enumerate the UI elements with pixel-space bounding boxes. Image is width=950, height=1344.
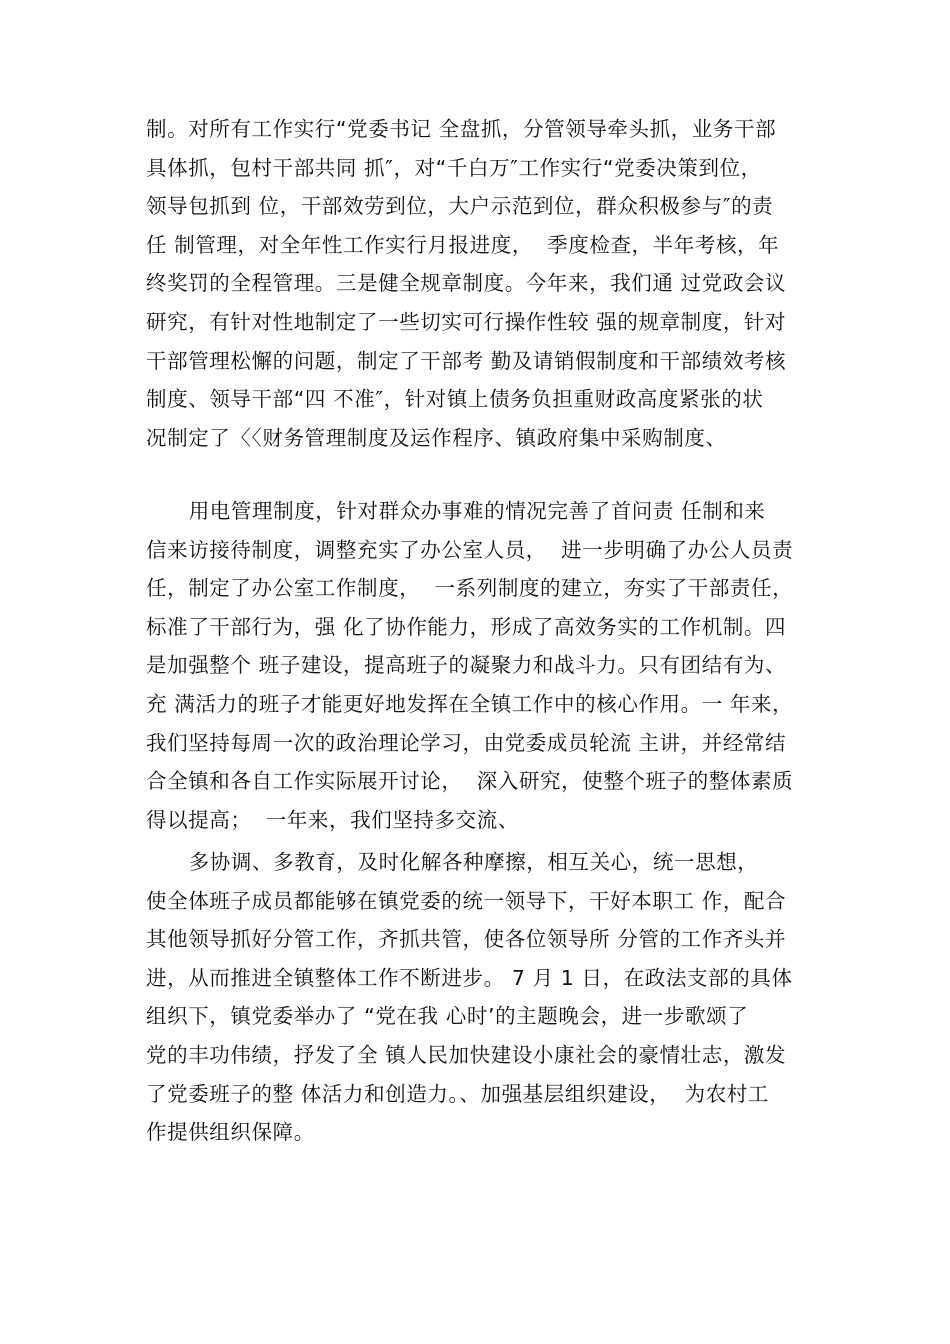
paragraph-1 xyxy=(146,110,836,457)
text-line: 具体抓，包村干部共同 抓″，对“千白万″工作实行“党委决策到位， xyxy=(146,155,762,180)
text-line: 领导包抓到 位，干部效劳到位，大户示范到位，群众积极参与″的责 xyxy=(146,194,774,219)
text-line: 我们坚持每周一次的政治理论学习，由党委成员轮流 主讲，并经常结 xyxy=(146,730,787,755)
text-line: 作提供组织保障。 xyxy=(146,1120,315,1145)
text-line: 了党委班子的整 体活力和创造力。、加强基层组织建设， 为农村工 xyxy=(146,1081,769,1106)
text-line: 多协调、多教育，及时化解各种摩擦，相互关心，统一思想， xyxy=(146,850,759,874)
text-line: 得以提高； 一年来，我们坚持多交流、 xyxy=(146,807,519,832)
text-line: 党的丰功伟绩，抒发了全 镇人民加快建设小康社会的豪情壮志，激发 xyxy=(146,1042,787,1067)
text-line: 标准了干部行为，强 化了协作能力，形成了高效务实的工作机制。四 xyxy=(146,614,787,639)
text-line: 信来访接待制度，调整充实了办公室人员， 进一步明确了办公人员责 xyxy=(146,537,794,562)
text-line: 干部管理松懈的问题，制定了干部考 勤及请销假制度和干部绩效考核 xyxy=(146,348,787,373)
text-line: 合全镇和各自工作实际展开讨论， 深入研究，使整个班子的整体素质 xyxy=(146,769,794,794)
text-line: 研究，有针对性地制定了一些切实可行操作性较 强的规章制度，针对 xyxy=(146,309,787,334)
text-line: 制度、领导干部“四 不准″，针对镇上债务负担重财政高度紧张的状 xyxy=(146,387,764,412)
text-line: 充 满活力的班子才能更好地发挥在全镇工作中的核心作用。一 年来， xyxy=(146,691,794,716)
text-line: 任，制定了办公室工作制度， 一系列制度的建立，夯实了干部责任， xyxy=(146,576,794,601)
text-line: 用电管理制度，针对群众办事难的情况完善了首问责 任制和来 xyxy=(146,499,766,523)
text-line: 终奖罚的全程管理。三是健全规章制度。今年来，我们通 过党政会议 xyxy=(146,271,787,296)
text-line: 进，从而推进全镇整体工作不断进步。 7 月 1 日，在政法支部的具体 xyxy=(146,965,793,990)
text-line: 任 制管理，对全年性工作实行月报进度， 季度检查，半年考核，年 xyxy=(146,232,780,257)
text-line: 其他领导抓好分管工作，齐抓共管，使各位领导所 分管的工作齐头并 xyxy=(146,927,787,952)
text-line: 是加强整个 班子建设，提高班子的凝聚力和战斗力。只有团结有为、 xyxy=(146,653,787,678)
paragraph-3 xyxy=(146,843,836,1152)
text-line: 况制定了〈〈财务管理制度及运作程序、镇政府集中采购制度、 xyxy=(146,425,727,450)
paragraph-2 xyxy=(146,492,836,839)
text-line: 组织下，镇党委举办了 “党在我 心时’的主题晚会，进一步歌颂了 xyxy=(146,1004,749,1029)
text-line: 制。对所有工作实行“党委书记 全盘抓，分管领导牵头抓，业务干部 xyxy=(146,117,777,141)
text-line: 使全体班子成员都能够在镇党委的统一领导下，干好本职工 作，配合 xyxy=(146,888,787,913)
